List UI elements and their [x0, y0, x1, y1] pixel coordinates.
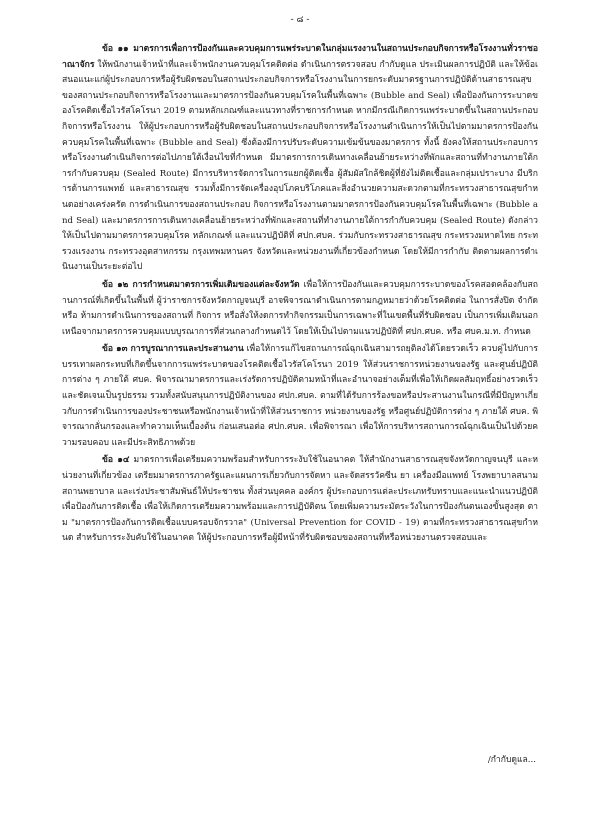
clause-13-heading: ข้อ ๑๓ การบูรณาการและประสานงาน — [102, 344, 244, 355]
clause-14-heading: ข้อ ๑๔ — [102, 455, 130, 466]
clause-12-body: เพื่อให้การป้องกันและควบคุมการระบาดของโรคสอดคล้องกับสถานการณ์ที่เกิดขึ้นในพื้นที่ ผู้ว่าราชการจังหวัดกาญจนบุรี อาจพิจารณาดำเนินการตามกฎหมายว่าด้วยโรคติดต่อ ในการสั่งปิด จำกัด หรือ ห้ามการดำเนินการของสถานที่ กิจการ หรือสั่งให้งดการทำกิจกรรมเป็นการเฉพาะที่ในเขตพื้นที่รับผิดชอบ เป็นการเพิ่มเติมนอกเหนือจากมาตรการควบคุมแบบบูรณาการที่ส่วนกลางกำหนดไว้ โดยให้เป็นไปตามแนวปฏิบัติที่ ศปก.ศบค. หรือ ศบค.ม.ท. กำหนด — [62, 279, 538, 337]
paragraph-clause-13 — [62, 342, 538, 451]
paragraph-clause-12 — [62, 278, 538, 340]
clause-13-body: เพื่อให้การแก้ไขสถานการณ์ฉุกเฉินสามารถยุติลงได้โดยรวดเร็ว ควบคู่ไปกับการบรรเทาผลกระทบที่เกิดขึ้นจากการแพร่ระบาดของโรคติดเชื้อไวรัสโคโรนา 2019 ให้ส่วนราชการหน่วยงานของรัฐ และศูนย์ปฏิบัติการต่าง ๆ ภายใต้ ศบค. พิจารณามาตรการและเร่งรัดการปฏิบัติตามหน้าที่และอำนาจอย่างเต็มที่เพื่อให้เกิดผลสัมฤทธิ์อย่างรวดเร็วและชัดเจนเป็นรูปธรรม รวมทั้งสนับสนุนการปฏิบัติงานของ ศปก.ศบค. ตามที่ได้รับการร้องขอหรือประสานงานในกรณีที่มีปัญหาเกี่ยวกับการดำเนินการของประชาชนหรือพนักงานเจ้าหน้าที่ให้ส่วนราชการ หน่วยงานของรัฐ หรือศูนย์ปฏิบัติการต่าง ๆ ภายใต้ ศบค. พิจารณากลั่นกรองและทำความเห็นเบื้องต้น ก่อนเสนอต่อ ศปก.ศบค. เพื่อพิจารณา เพื่อให้การบริหารสถานการณ์ฉุกเฉินเป็นไปด้วยความรอบคอบ และมีประสิทธิภาพด้วย — [62, 344, 538, 448]
paragraph-clause-11 — [62, 42, 538, 276]
clause-12-heading: ข้อ ๑๒ การกำหนดมาตรการเพิ่มเติมของแต่ละจังหวัด — [102, 279, 300, 290]
page-number: - ๘ - — [290, 15, 310, 25]
clause-14-body: มาตรการเพื่อเตรียมความพร้อมสำหรับการระงับใช้ในอนาคต ให้สำนักงานสาธารณสุขจังหวัดกาญจนบุรี และหน่วยงานที่เกี่ยวข้อง เตรียมมาตรการภาครัฐและแผนการเกี่ยวกับการจัดหา และจัดสรรวัคซีน ยา เครื่องมือแพทย์ โรงพยาบาลสนาม สถานพยาบาล และเร่งประชาสัมพันธ์ให้ประชาชน ทั้งส่วนบุคคล องค์กร ผู้ประกอบการแต่ละประเภทรับทราบและแนะนำแนวปฏิบัติเพื่อป้องกันการติดเชื้อ เพื่อให้เกิดการเตรียมความพร้อมและการปฏิบัติตน โดยเพิ่มความระมัดระวังในการป้องกันตนเองขั้นสูงสุด ตาม "มาตรการป้องกันการติดเชื้อแบบครอบจักรวาล" (Universal Prevention for COVID - 19) ตามที่กระทรวงสาธารณสุขกำหนด สำหรับการระงับคับใช้ในอนาคต ให้ผู้ประกอบการหรือผู้มีหน้าที่รับผิดชอบของสถานที่หรือหน่วยงานตรวจสอบและ — [62, 455, 538, 544]
clause-11-body: ให้พนักงานเจ้าหน้าที่และเจ้าพนักงานควบคุมโรคติดต่อ ดำเนินการตรวจสอบ กำกับดูแล ประเมินผลการปฏิบัติ และให้ข้อเสนอแนะแก่ผู้ประกอบการหรือผู้รับผิดชอบในสถานประกอบกิจการหรือโรงงานในการยกระดับมาตรฐานการปฏิบัติด้านสาธารณสุข ของสถานประกอบกิจการหรือโรงงานและมาตรการป้องกันควบคุมโรคในพื้นที่เฉพาะ (Bubble and Seal) เพื่อป้องกันการระบาดของโรคติดเชื้อไวรัสโคโรนา 2019 ตามหลักเกณฑ์และแนวทางที่ราชการกำหนด หากมีกรณีเกิดการแพร่ระบาดขึ้นในสถานประกอบกิจการหรือโรงงาน ให้ผู้ประกอบการหรือผู้รับผิดชอบในสถานประกอบกิจการหรือโรงงานดำเนินการให้เป็นไปตามมาตรการป้องกันควบคุมโรคในพื้นที่เฉพาะ (Bubble and Seal) ซึ่งต้องมีการปรับระดับความเข้มข้นของมาตรการ ทั้งนี้ ยังคงให้สถานประกอบการหรือโรงงานดำเนินกิจการต่อไปภายใต้เงื่อนไขที่กำหนด มีมาตรการการเดินทางเคลื่อนย้ายระหว่างที่พักและสถานที่ทำงานภายใต้การกำกับควบคุม (Sealed Route) มีการบริหารจัดการในการแยกผู้ติดเชื้อ ผู้สัมผัสใกล้ชิดผู้ที่ยังไม่ติดเชื้อและกลุ่มเปราะบาง มีบริการด้านการแพทย์ และสาธารณสุข รวมทั้งมีการจัดเครื่องอุปโภคบริโภคและสิ่งอำนวยความสะดวกตามที่กระทรวงสาธารณสุขกำหนดอย่างเคร่งครัด การดำเนินการของสถานประกอบ กิจการหรือโรงงานตามมาตรการป้องกันควบคุมโรคในพื้นที่เฉพาะ (Bubble and Seal) และมาตรการการเดินทางเคลื่อนย้ายระหว่างที่พักและสถานที่ทำงานภายใต้การกำกับควบคุม (Sealed Route) ดังกล่าว ให้เป็นไปตามมาตรการควบคุมโรค หลักเกณฑ์ และแนวปฏิบัติที่ ศปก.ศบค. ร่วมกับกระทรวงสาธารณสุข กระทรวงมหาดไทย กระทรวงแรงงาน กระทรวงอุตสาหกรรม กรุงเทพมหานคร จังหวัดและหน่วยงานที่เกี่ยวข้องกำหนด โดยให้มีการกำกับ ติดตามผลการดำเนินงานเป็นระยะต่อไป — [62, 59, 538, 273]
continuation-marker: /กำกับดูแล... — [487, 755, 536, 765]
paragraph-clause-14 — [62, 453, 538, 547]
clause-11-heading: ข้อ ๑๑ มาตรการเพื่อการป้องกันและควบคุมการแพร่ระบาดในกลุ่มแรงงานในสถานประกอบกิจการหรือโรงงานทั่วราชอาณาจักร — [62, 44, 538, 70]
